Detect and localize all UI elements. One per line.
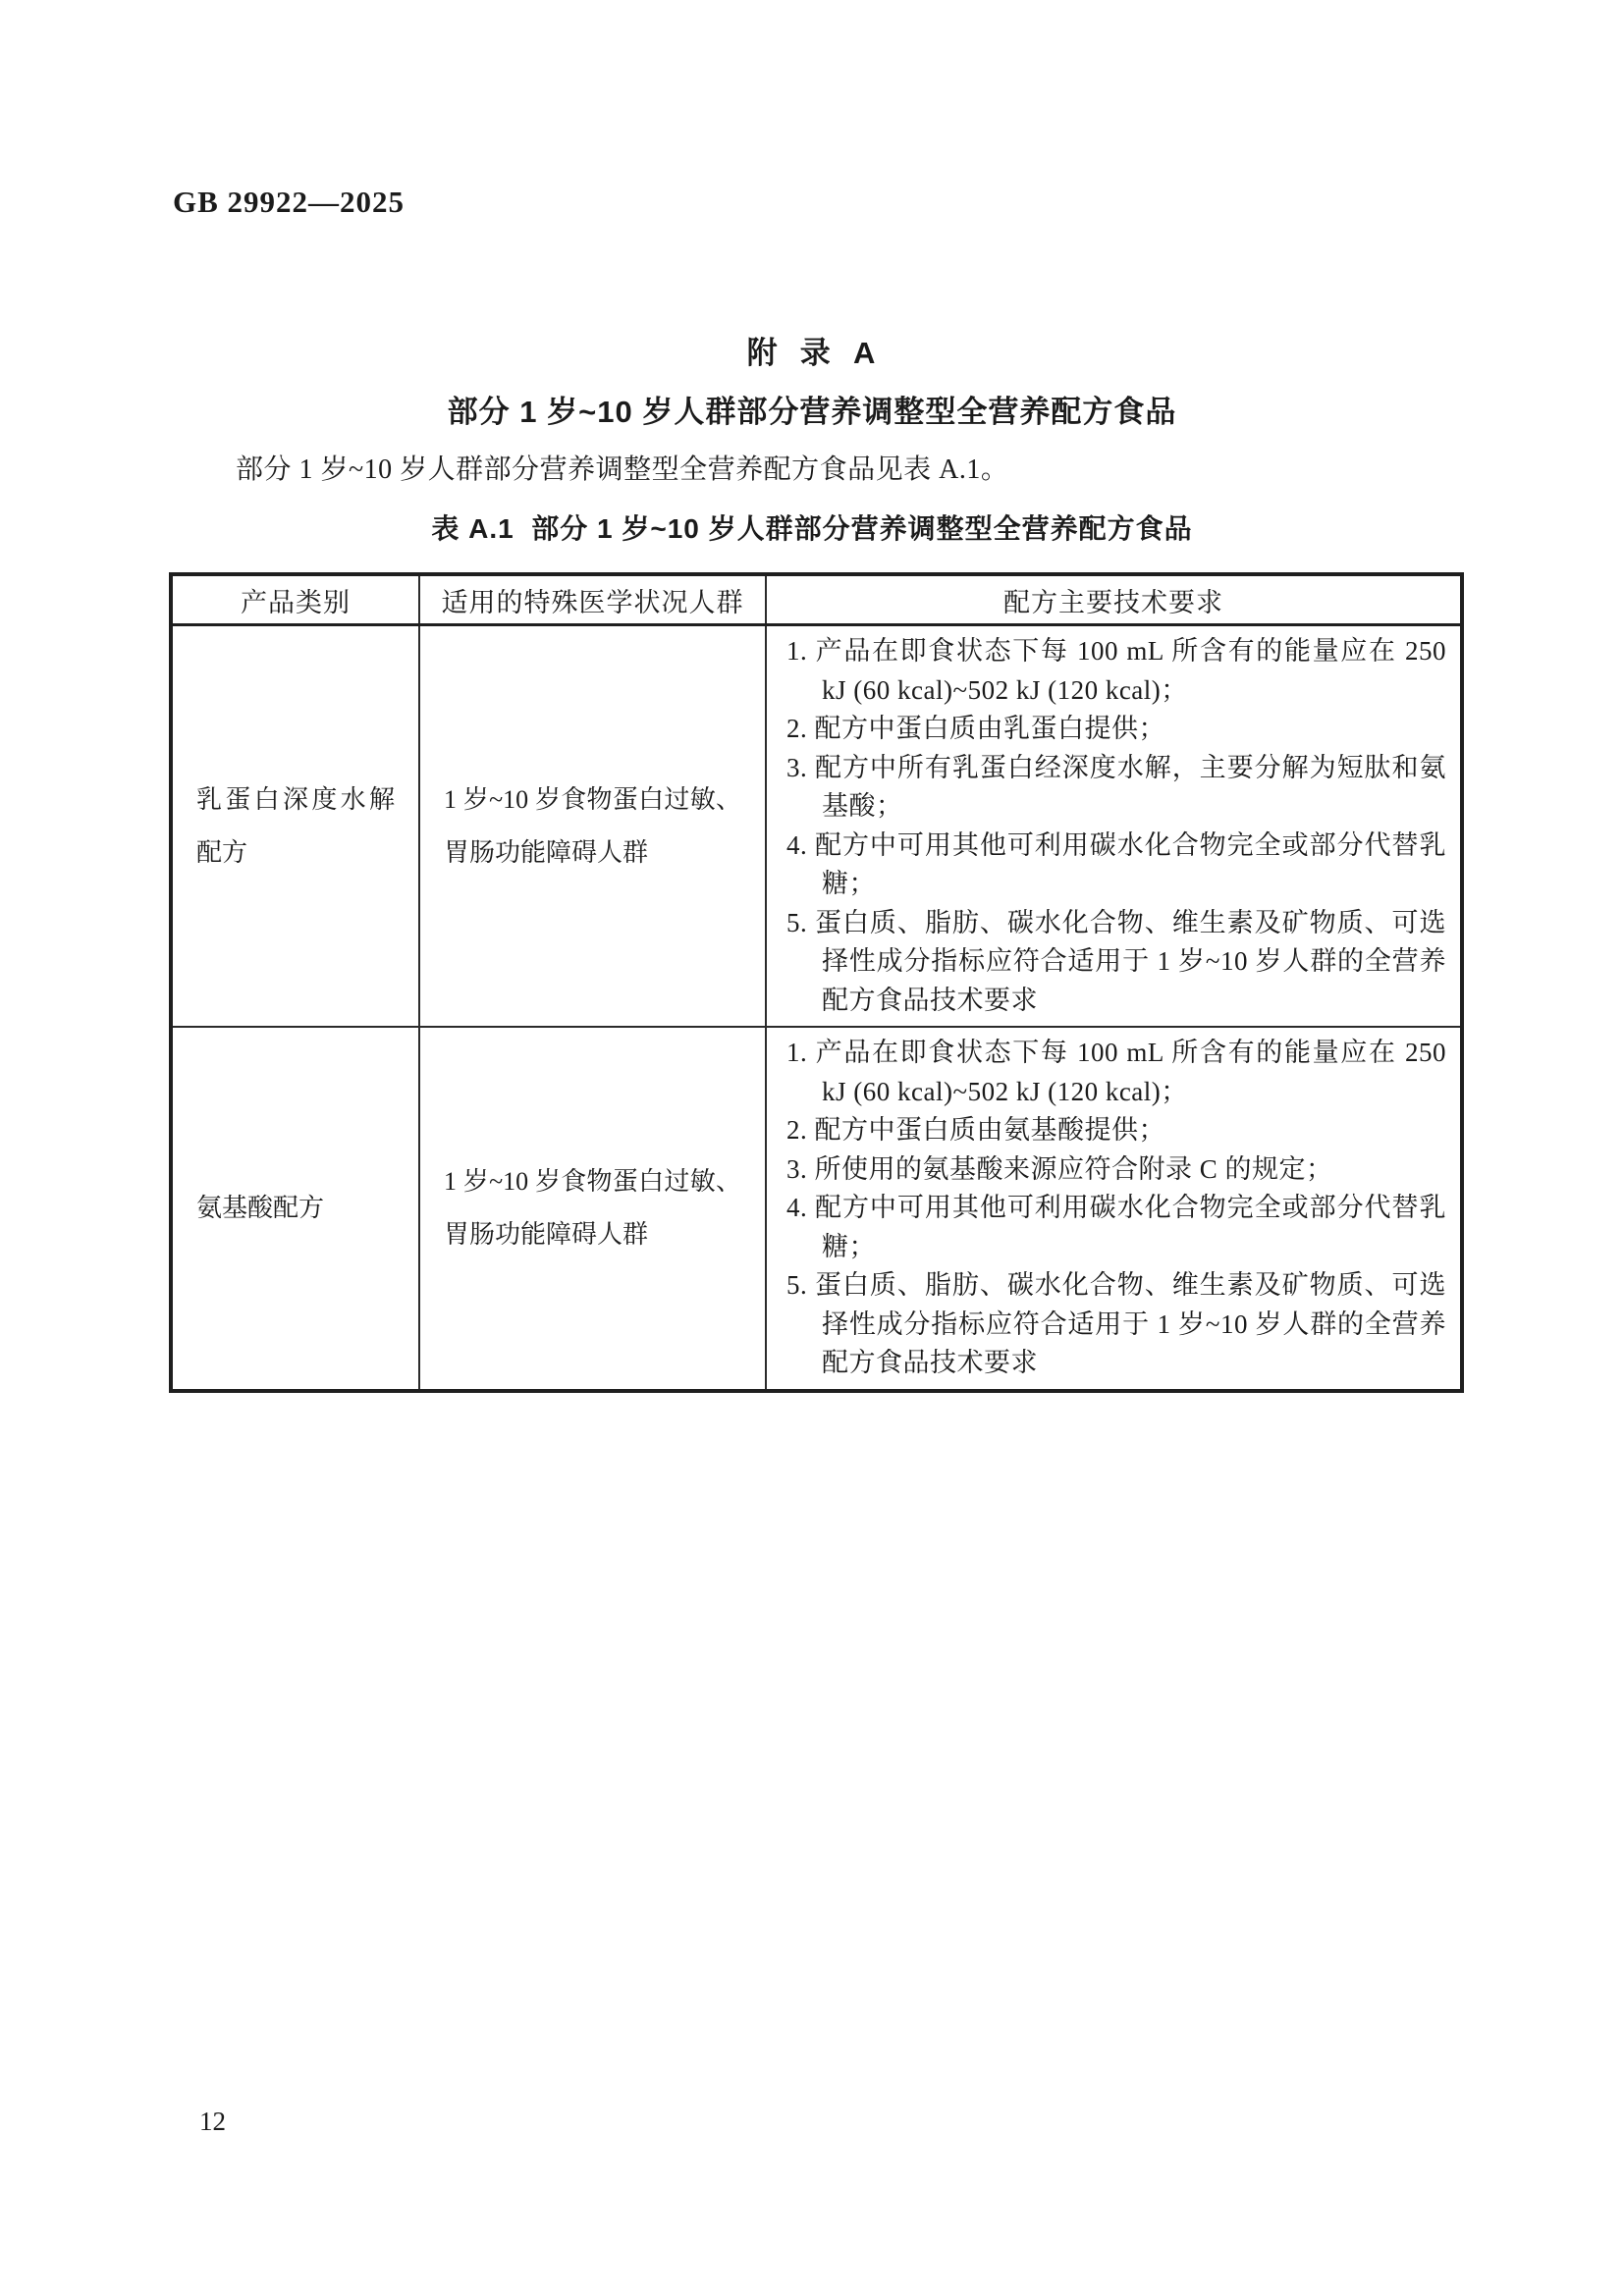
requirement-item: 1. 产品在即食状态下每 100 mL 所含有的能量应在 250 kJ (60 kcal)~502 kJ (120 kcal)； xyxy=(786,636,1446,705)
category-cell: 乳蛋白深度水解配方 xyxy=(171,625,419,1028)
population-cell: 1 岁~10 岁食物蛋白过敏、胃肠功能障碍人群 xyxy=(419,1027,766,1391)
intro-paragraph: 部分 1 岁~10 岁人群部分营养调整型全营养配方食品见表 A.1。 xyxy=(236,454,1009,485)
formula-table xyxy=(169,572,1464,1393)
requirement-item: 3. 配方中所有乳蛋白经深度水解，主要分解为短肽和氨基酸； xyxy=(786,752,1446,821)
header-cell-category: 产品类别 xyxy=(171,574,419,625)
appendix-subtitle: 部分 1 岁~10 岁人群部分营养调整型全营养配方食品 xyxy=(447,395,1177,429)
requirement-item: 5. 蛋白质、脂肪、碳水化合物、维生素及矿物质、可选择性成分指标应符合适用于 1 岁~10 岁人群的全营养配方食品技术要求 xyxy=(786,1270,1446,1377)
requirement-item: 5. 蛋白质、脂肪、碳水化合物、维生素及矿物质、可选择性成分指标应符合适用于 1 岁~10 岁人群的全营养配方食品技术要求 xyxy=(786,907,1446,1015)
population-cell: 1 岁~10 岁食物蛋白过敏、胃肠功能障碍人群 xyxy=(419,625,766,1028)
requirement-item: 4. 配方中可用其他可利用碳水化合物完全或部分代替乳糖； xyxy=(786,829,1446,898)
requirement-item: 3. 所使用的氨基酸来源应符合附录 C 的规定； xyxy=(786,1153,1333,1184)
requirement-item: 2. 配方中蛋白质由氨基酸提供； xyxy=(786,1115,1165,1145)
requirements-cell xyxy=(766,625,1462,1028)
header-cell-requirements: 配方主要技术要求 xyxy=(766,574,1462,625)
table-caption: 表 A.1 部分 1 岁~10 岁人群部分营养调整型全营养配方食品 xyxy=(431,513,1193,544)
table-header-row xyxy=(171,574,1462,625)
table-row xyxy=(171,1027,1462,1391)
appendix-title: 附 录 A xyxy=(746,336,878,370)
requirement-item: 1. 产品在即食状态下每 100 mL 所含有的能量应在 250 kJ (60 kcal)~502 kJ (120 kcal)； xyxy=(786,1038,1446,1106)
table-row xyxy=(171,625,1462,1028)
requirement-item: 4. 配方中可用其他可利用碳水化合物完全或部分代替乳糖； xyxy=(786,1193,1446,1261)
page-number: 12 xyxy=(199,2107,226,2136)
requirement-item: 2. 配方中蛋白质由乳蛋白提供； xyxy=(786,714,1165,743)
requirements-cell xyxy=(766,1027,1462,1391)
standard-number: GB 29922—2025 xyxy=(173,185,406,219)
header-cell-population: 适用的特殊医学状况人群 xyxy=(419,574,766,625)
category-cell: 氨基酸配方 xyxy=(196,1193,325,1222)
